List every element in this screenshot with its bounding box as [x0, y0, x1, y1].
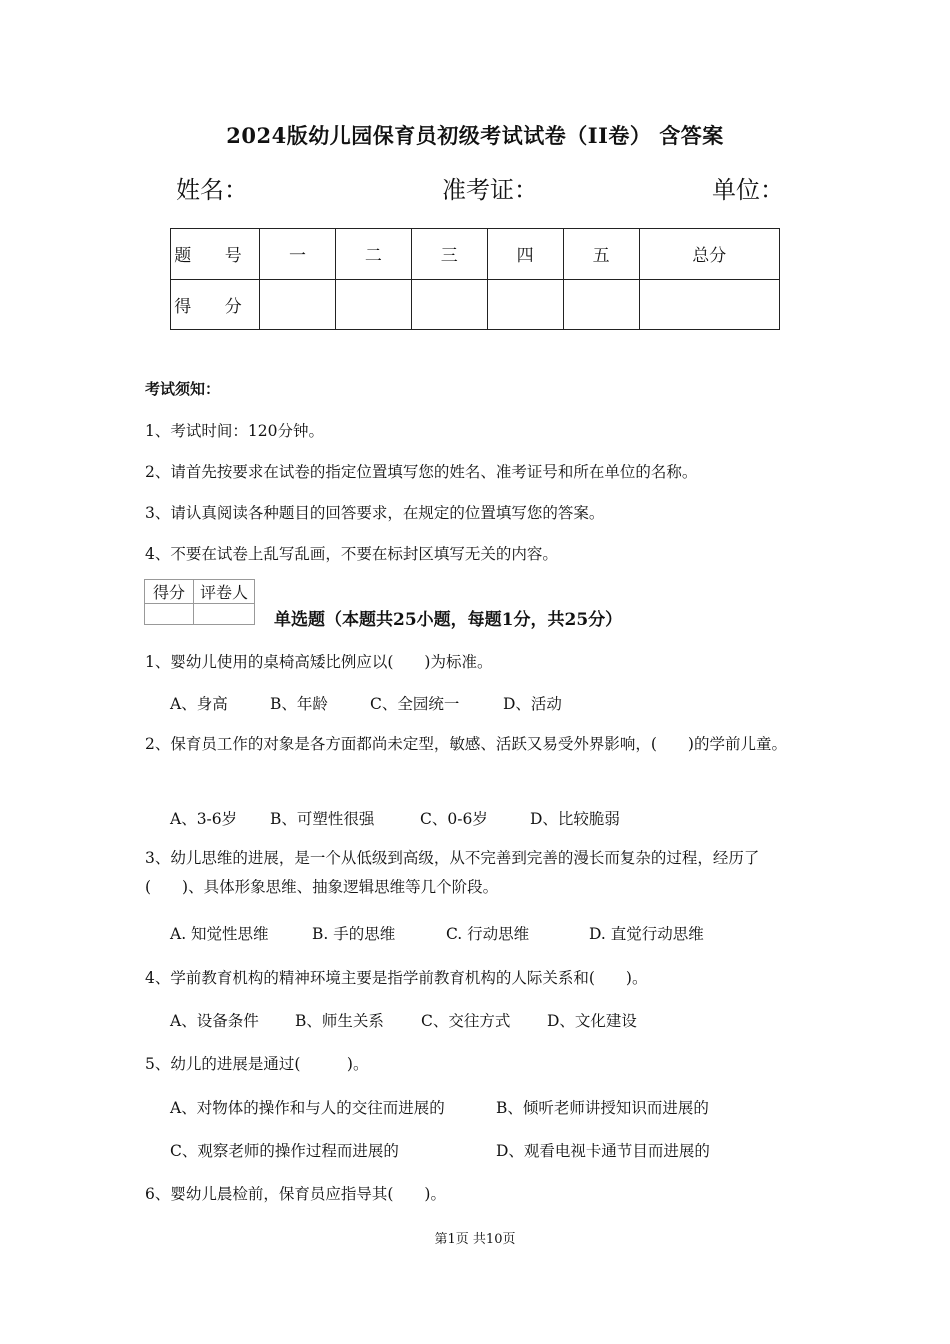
note-item: 3、请认真阅读各种题目的回答要求，在规定的位置填写您的答案。: [145, 504, 605, 522]
score-table-header-row: [171, 229, 780, 280]
question-option: C. 行动思维: [446, 925, 530, 943]
question-stem: 5、幼儿的进展是通过( )。: [145, 1055, 369, 1073]
question-option: A. 知觉性思维: [170, 925, 269, 943]
score-table-cell: 五: [563, 229, 639, 280]
section-title: 单选题（本题共25小题，每题1分，共25分）: [274, 610, 623, 630]
question-option: D、文化建设: [547, 1012, 637, 1030]
question-stem: 2、保育员工作的对象是各方面都尚未定型，敏感、活跃又易受外界影响，( )的学前儿童。: [145, 735, 787, 753]
score-table-cell: 三: [411, 229, 487, 280]
score-table-cell: 得 分: [171, 279, 260, 330]
score-table-score-row: [171, 279, 780, 330]
question-stem: 4、学前教育机构的精神环境主要是指学前教育机构的人际关系和( )。: [145, 969, 648, 987]
question-option: C、观察老师的操作过程而进展的: [170, 1142, 399, 1160]
page-title: 2024版幼儿园保育员初级考试试卷（II卷） 含答案: [226, 123, 724, 148]
name-field-label: 姓名：: [176, 176, 248, 204]
question-stem: 1、婴幼儿使用的桌椅高矮比例应以( )为标准。: [145, 653, 493, 671]
note-item: 1、考试时间：120分钟。: [145, 422, 324, 440]
score-table-cell: 二: [335, 229, 411, 280]
score-table-cell: 一: [260, 229, 336, 280]
score-blank-cell[interactable]: [335, 279, 411, 330]
question-option: B、年龄: [270, 695, 328, 713]
grader-score-blank[interactable]: [145, 604, 194, 625]
score-blank-cell[interactable]: [411, 279, 487, 330]
score-blank-cell[interactable]: [260, 279, 336, 330]
question-option: B、可塑性很强: [270, 810, 375, 828]
question-option: D. 直觉行动思维: [589, 925, 704, 943]
question-option: A、身高: [170, 695, 228, 713]
question-option: C、0-6岁: [420, 810, 488, 828]
grader-name-label: 评卷人: [194, 580, 255, 604]
grader-box: [144, 579, 255, 625]
note-item: 2、请首先按要求在试卷的指定位置填写您的姓名、准考证号和所在单位的名称。: [145, 463, 698, 481]
score-blank-cell[interactable]: [487, 279, 563, 330]
score-table: [170, 228, 780, 330]
grader-name-blank[interactable]: [194, 604, 255, 625]
score-table-cell: 四: [487, 229, 563, 280]
question-option: B、倾听老师讲授知识而进展的: [496, 1099, 709, 1117]
question-option: C、全园统一: [370, 695, 460, 713]
score-blank-cell[interactable]: [563, 279, 639, 330]
question-option: D、活动: [503, 695, 562, 713]
score-blank-cell[interactable]: [639, 279, 779, 330]
question-option: A、3-6岁: [170, 810, 238, 828]
question-stem: 6、婴幼儿晨检前，保育员应指导其( )。: [145, 1185, 446, 1203]
unit-field-label: 单位：: [712, 176, 784, 204]
question-option: A、对物体的操作和与人的交往而进展的: [170, 1099, 445, 1117]
question-option: D、观看电视卡通节目而进展的: [496, 1142, 710, 1160]
question-option: B、师生关系: [295, 1012, 384, 1030]
page-footer: 第1页 共10页: [434, 1232, 516, 1247]
question-option: A、设备条件: [170, 1012, 259, 1030]
notes-title: 考试须知：: [145, 380, 221, 398]
note-item: 4、不要在试卷上乱写乱画，不要在标封区填写无关的内容。: [145, 545, 558, 563]
question-option: D、比较脆弱: [530, 810, 620, 828]
question-option: C、交往方式: [421, 1012, 511, 1030]
question-option: B. 手的思维: [312, 925, 396, 943]
grader-score-label: 得分: [145, 580, 194, 604]
question-stem: 3、幼儿思维的进展，是一个从低级到高级，从不完善到完善的漫长而复杂的过程，经历了( )、具体形象思维、抽象逻辑思维等几个阶段。: [145, 849, 760, 896]
exam-id-field-label: 准考证：: [442, 176, 538, 204]
score-table-cell: 总分: [639, 229, 779, 280]
score-table-cell: 题 号: [171, 229, 260, 280]
